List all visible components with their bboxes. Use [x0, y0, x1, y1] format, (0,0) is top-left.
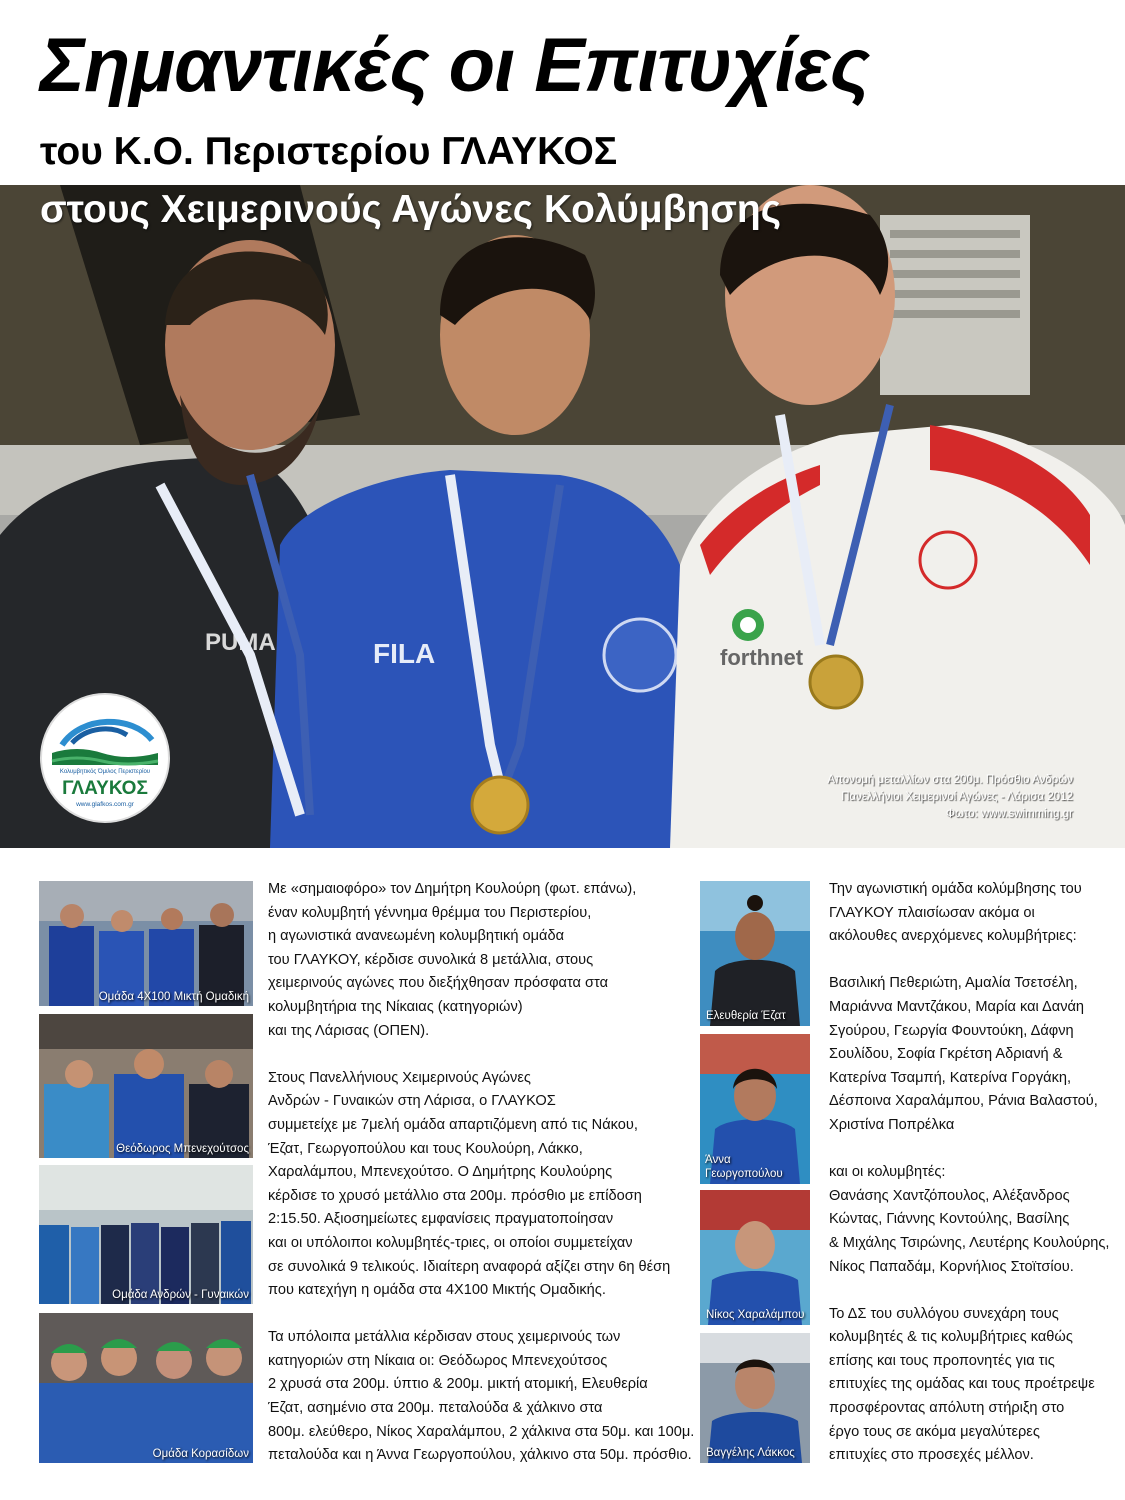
text-line: Ανδρών - Γυναικών στη Λάρισα, ο ΓΛΑΥΚΟΣ: [268, 1093, 556, 1110]
text-line: κολυμβητήρια της Νίκαιας (κατηγοριών): [268, 998, 523, 1015]
photo-caption: Ομάδα Κορασίδων: [152, 1448, 249, 1460]
logo-club-text: Κολυμβητικός Όμιλος Περιστερίου: [59, 769, 151, 775]
hero-caption: [773, 772, 1073, 823]
photo-caption: Βαγγέλης Λάκκος: [706, 1447, 795, 1459]
article-right-column: [829, 878, 1119, 1468]
caption-line: Πανελλήνιοι Χειμερινοί Αγώνες - Λάρισα 2012: [841, 791, 1073, 803]
page-subtitle: του Κ.Ο. Περιστερίου ΓΛΑΥΚΟΣ: [40, 130, 618, 173]
text-line: & Μιχάλης Τσιρώνης, Λευτέρης Κουλούρης,: [829, 1234, 1110, 1251]
photo-relay-team: [39, 881, 253, 1006]
caption-line: Απονομή μεταλλίων στα 200μ. Πρόσθιο Ανδρών: [827, 774, 1073, 786]
text-line: Δέσποινα Χαραλάμπου, Ράνια Βαλαστού,: [829, 1093, 1098, 1110]
photo-girls-team: [39, 1313, 253, 1463]
text-line: Κώντας, Γιάννης Κοντούλης, Βασίλης: [829, 1211, 1070, 1228]
text-line: Θανάσης Χαντζόπουλος, Αλέξανδρος: [829, 1187, 1070, 1204]
photo-illustration: [39, 881, 253, 1006]
text-line: Την αγωνιστική ομάδα κολύμβησης του: [829, 881, 1082, 897]
photo-illustration: [700, 1333, 810, 1463]
text-line: Νίκος Παπαδάμ, Κορνήλιος Στοϊτσίου.: [829, 1258, 1074, 1275]
text-line: Κατερίνα Τσαμπή, Κατερίνα Γοργάκη,: [829, 1069, 1072, 1086]
photo-illustration: [39, 1313, 253, 1463]
text-line: 2:15.50. Αξιοσημείωτες εμφανίσεις πραγματοποίησαν: [268, 1211, 614, 1228]
text-line: 800μ. ελεύθερο, Νίκος Χαραλάμπου, 2 χάλκινα στα 50μ. και 100μ.: [268, 1423, 695, 1440]
photo-illustration: [39, 1014, 253, 1158]
page-title: Σημαντικές οι Επιτυχίες: [40, 23, 870, 108]
photo-caption: Άννα: [705, 1154, 731, 1166]
text-line: επίσης και τους προπονητές για τις: [829, 1352, 1055, 1369]
jersey-fila-text: FILA: [373, 638, 436, 669]
jersey-puma-text: PUMA: [205, 629, 276, 656]
text-line: έργο τους σε ακόμα μεγαλύτερες: [829, 1423, 1040, 1440]
photo-men-women-team: [39, 1165, 253, 1304]
text-line: Έζατ, ασημένιο στα 200μ. πεταλούδα & χάλκινο στα: [268, 1400, 603, 1417]
text-line: επιτυχίες στο προσεχές μέλλον.: [829, 1447, 1034, 1464]
text-line: πεταλούδα και η Άννα Γεωργοπούλου, χάλκινο στα 50μ. πρόσθιο.: [268, 1447, 692, 1464]
caption-line: Φωτο: www.swimming.gr: [945, 808, 1073, 820]
text-line: Χαραλάμπου, Μπενεχούτσο. Ο Δημήτρης Κουλούρης: [268, 1164, 613, 1181]
photo-vangelis-lakkos: [700, 1333, 810, 1463]
photo-caption-multiline: [705, 1153, 783, 1181]
text-line: κολυμβητές & τις κολυμβήτριες καθώς: [829, 1329, 1073, 1346]
text-line: του ΓΛΑΥΚΟΥ, κέρδισε συνολικά 8 μετάλλια, στους: [268, 951, 594, 968]
text-line: συμμετείχε με 7μελή ομάδα απαρτιζόμενη από τις Νάκου,: [268, 1116, 638, 1133]
jersey-forthnet-text: forthnet: [720, 645, 804, 670]
article-middle-column: [268, 878, 695, 1468]
text-line: Τα υπόλοιπα μετάλλια κέρδισαν στους χειμερινούς των: [268, 1329, 621, 1346]
text-line: που κατεχήγη η ομάδα στα 4Χ100 Μικτής Ομαδικής.: [268, 1282, 606, 1299]
text-line: Στους Πανελλήνιους Χειμερινούς Αγώνες: [268, 1069, 531, 1086]
page-subtitle-2: στους Χειμερινούς Αγώνες Κολύμβησης: [40, 188, 782, 231]
photo-illustration: [700, 881, 810, 1026]
photo-caption: Θεόδωρος Μπενεχούτσος: [116, 1143, 249, 1155]
text-line: ακόλουθες ανερχόμενες κολυμβήτριες:: [829, 928, 1077, 945]
text-line: Βασιλική Πεθεριώτη, Αμαλία Τσετσέλη,: [829, 975, 1078, 992]
text-line: προσφέροντας απόλυτη στήριξη στο: [829, 1400, 1065, 1417]
text-line: η αγωνιστικά ανανεωμένη κολυμβητική ομάδα: [268, 928, 565, 945]
text-line: Σγούρου, Γεωργία Φουντούκη, Δάφνη: [829, 1022, 1074, 1039]
text-line: Μαριάννα Μαντζάκου, Μαρία και Δανάη: [829, 998, 1085, 1015]
text-line: χειμερινούς αγώνες που διεξήχθησαν πρόσφατα στα: [268, 975, 609, 992]
photo-benechoutsos: [39, 1014, 253, 1158]
photo-anna-georgopoulou: [700, 1034, 810, 1184]
text-line: κατηγοριών στη Νίκαια οι: Θεόδωρος Μπενεχούτσος: [268, 1352, 608, 1369]
text-line: Χριστίνα Ποπρέλκα: [829, 1116, 955, 1133]
photo-illustration: [39, 1165, 253, 1304]
text-line: Έζατ, Γεωργοπούλου και τους Κουλούρη, Λάκκο,: [268, 1140, 583, 1157]
photo-eleftheria-ezat: [700, 881, 810, 1026]
text-line: Σουλίδου, Σοφία Γκρέτση Αδριανή &: [829, 1046, 1063, 1063]
text-line: έναν κολυμβητή γέννημα θρέμμα του Περιστερίου,: [268, 904, 592, 921]
photo-nikos-charalampou: [700, 1190, 810, 1325]
logo-name: ΓΛΑΥΚΟΣ: [62, 778, 148, 799]
text-line: 2 χρυσά στα 200μ. ύπτιο & 200μ. μικτή ατομική, Ελευθερία: [268, 1376, 648, 1393]
text-line: σε συνολικά 9 τελικούς. Ιδιαίτερη αναφορά αξίζει στην 6η θέση: [268, 1258, 671, 1275]
text-line: ΓΛΑΥΚΟΥ πλαισίωσαν ακόμα οι: [829, 904, 1035, 921]
photo-caption: Ομάδα Ανδρών - Γυναικών: [112, 1289, 249, 1301]
photo-illustration: [700, 1190, 810, 1325]
photo-caption: Νίκος Χαραλάμπου: [706, 1309, 805, 1321]
text-line: κέρδισε το χρυσό μετάλλιο στα 200μ. πρόσθιο με επίδοση: [268, 1187, 642, 1204]
text-line: επιτυχίες της ομάδας και τους προέτρεψε: [829, 1376, 1095, 1393]
text-line: και της Λάρισας (ΟΠΕΝ).: [268, 1022, 430, 1039]
photo-caption: Ελευθερία Έζατ: [706, 1010, 786, 1022]
photo-caption: Ομάδα 4Χ100 Μικτή Ομαδική: [98, 991, 249, 1003]
text-line: και οι υπόλοιποι κολυμβητές-τριες, οι οποίοι συμμετείχαν: [268, 1234, 633, 1251]
text-line: και οι κολυμβητές:: [829, 1164, 946, 1181]
glafkos-logo: [40, 693, 170, 823]
text-line: Το ΔΣ του συλλόγου συνεχάρη τους: [829, 1305, 1059, 1322]
text-line: Με «σημαιοφόρο» τον Δημήτρη Κουλούρη (φωτ. επάνω),: [268, 881, 637, 897]
photo-caption: Γεωργοπούλου: [705, 1168, 783, 1180]
logo-url: www.glafkos.com.gr: [76, 801, 134, 808]
